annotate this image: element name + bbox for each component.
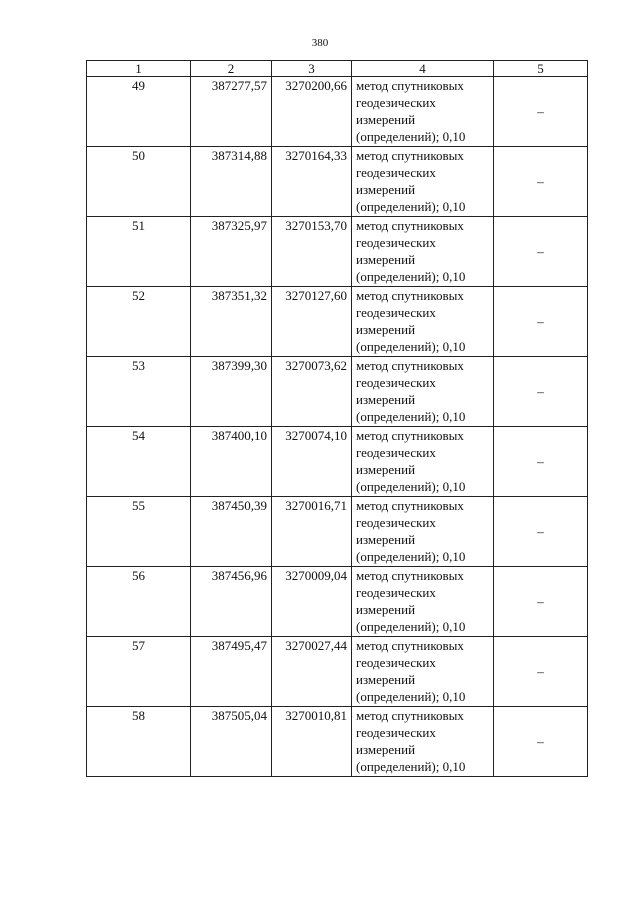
method-line-4: (определений); 0,10 [356, 409, 466, 424]
method-line-2: геодезических [356, 235, 436, 250]
y-coordinate-cell: 3270127,60 [272, 287, 352, 357]
x-coordinate-cell: 387399,30 [191, 357, 272, 427]
method-line-3: измерений [356, 462, 416, 477]
y-coordinate-cell: 3270164,33 [272, 147, 352, 217]
x-coordinate-cell: 387325,97 [191, 217, 272, 287]
note-cell: – [494, 637, 588, 707]
method-line-2: геодезических [356, 305, 436, 320]
point-number-cell: 56 [87, 567, 191, 637]
method-line-1: метод спутниковых [356, 218, 464, 233]
method-line-3: измерений [356, 532, 416, 547]
method-line-3: измерений [356, 672, 416, 687]
method-cell [352, 147, 494, 217]
point-number-cell: 57 [87, 637, 191, 707]
page-number: 380 [311, 37, 329, 49]
table-body [87, 77, 588, 777]
method-line-3: измерений [356, 322, 416, 337]
x-coordinate-cell: 387505,04 [191, 707, 272, 777]
method-cell [352, 287, 494, 357]
method-cell [352, 427, 494, 497]
y-coordinate-cell: 3270200,66 [272, 77, 352, 147]
header-col-3: 3 [272, 61, 352, 77]
table-row [87, 287, 588, 357]
point-number-cell: 51 [87, 217, 191, 287]
table-header [87, 61, 588, 77]
table-row [87, 217, 588, 287]
method-line-2: геодезических [356, 585, 436, 600]
point-number-cell: 58 [87, 707, 191, 777]
x-coordinate-cell: 387450,39 [191, 497, 272, 567]
point-number-cell: 50 [87, 147, 191, 217]
y-coordinate-cell: 3270009,04 [272, 567, 352, 637]
method-line-4: (определений); 0,10 [356, 689, 466, 704]
method-line-1: метод спутниковых [356, 358, 464, 373]
method-line-4: (определений); 0,10 [356, 339, 466, 354]
table-row [87, 357, 588, 427]
method-line-3: измерений [356, 742, 416, 757]
method-line-1: метод спутниковых [356, 288, 464, 303]
method-line-3: измерений [356, 252, 416, 267]
method-line-4: (определений); 0,10 [356, 549, 466, 564]
method-line-4: (определений); 0,10 [356, 269, 466, 284]
method-line-4: (определений); 0,10 [356, 479, 466, 494]
point-number-cell: 52 [87, 287, 191, 357]
table-row [87, 147, 588, 217]
method-cell [352, 357, 494, 427]
method-line-3: измерений [356, 392, 416, 407]
x-coordinate-cell: 387314,88 [191, 147, 272, 217]
y-coordinate-cell: 3270010,81 [272, 707, 352, 777]
method-cell [352, 217, 494, 287]
header-col-5: 5 [494, 61, 588, 77]
y-coordinate-cell: 3270016,71 [272, 497, 352, 567]
coordinates-table [86, 60, 588, 777]
note-cell: – [494, 357, 588, 427]
method-cell [352, 707, 494, 777]
note-cell: – [494, 427, 588, 497]
method-line-1: метод спутниковых [356, 568, 464, 583]
note-cell: – [494, 567, 588, 637]
point-number-cell: 53 [87, 357, 191, 427]
method-line-4: (определений); 0,10 [356, 759, 466, 774]
method-cell [352, 567, 494, 637]
note-cell: – [494, 147, 588, 217]
method-cell [352, 497, 494, 567]
table-row [87, 497, 588, 567]
table-row [87, 637, 588, 707]
x-coordinate-cell: 387495,47 [191, 637, 272, 707]
header-col-2: 2 [191, 61, 272, 77]
x-coordinate-cell: 387456,96 [191, 567, 272, 637]
note-cell: – [494, 707, 588, 777]
method-line-2: геодезических [356, 375, 436, 390]
method-line-1: метод спутниковых [356, 498, 464, 513]
table-row [87, 707, 588, 777]
note-cell: – [494, 497, 588, 567]
method-line-2: геодезических [356, 655, 436, 670]
point-number-cell: 54 [87, 427, 191, 497]
note-cell: – [494, 77, 588, 147]
method-cell [352, 637, 494, 707]
header-col-1: 1 [87, 61, 191, 77]
method-line-4: (определений); 0,10 [356, 129, 466, 144]
method-line-2: геодезических [356, 725, 436, 740]
method-line-2: геодезических [356, 515, 436, 530]
method-line-4: (определений); 0,10 [356, 619, 466, 634]
table-row [87, 427, 588, 497]
note-cell: – [494, 287, 588, 357]
y-coordinate-cell: 3270027,44 [272, 637, 352, 707]
method-line-1: метод спутниковых [356, 78, 464, 93]
method-line-2: геодезических [356, 445, 436, 460]
method-line-4: (определений); 0,10 [356, 199, 466, 214]
y-coordinate-cell: 3270073,62 [272, 357, 352, 427]
method-line-2: геодезических [356, 95, 436, 110]
x-coordinate-cell: 387351,32 [191, 287, 272, 357]
x-coordinate-cell: 387400,10 [191, 427, 272, 497]
method-line-1: метод спутниковых [356, 708, 464, 723]
y-coordinate-cell: 3270153,70 [272, 217, 352, 287]
method-line-3: измерений [356, 182, 416, 197]
point-number-cell: 49 [87, 77, 191, 147]
table-row [87, 567, 588, 637]
table-row [87, 77, 588, 147]
x-coordinate-cell: 387277,57 [191, 77, 272, 147]
method-line-2: геодезических [356, 165, 436, 180]
point-number-cell: 55 [87, 497, 191, 567]
note-cell: – [494, 217, 588, 287]
header-row [87, 61, 588, 77]
method-line-3: измерений [356, 112, 416, 127]
y-coordinate-cell: 3270074,10 [272, 427, 352, 497]
method-cell [352, 77, 494, 147]
method-line-1: метод спутниковых [356, 428, 464, 443]
header-col-4: 4 [352, 61, 494, 77]
method-line-1: метод спутниковых [356, 638, 464, 653]
method-line-3: измерений [356, 602, 416, 617]
method-line-1: метод спутниковых [356, 148, 464, 163]
